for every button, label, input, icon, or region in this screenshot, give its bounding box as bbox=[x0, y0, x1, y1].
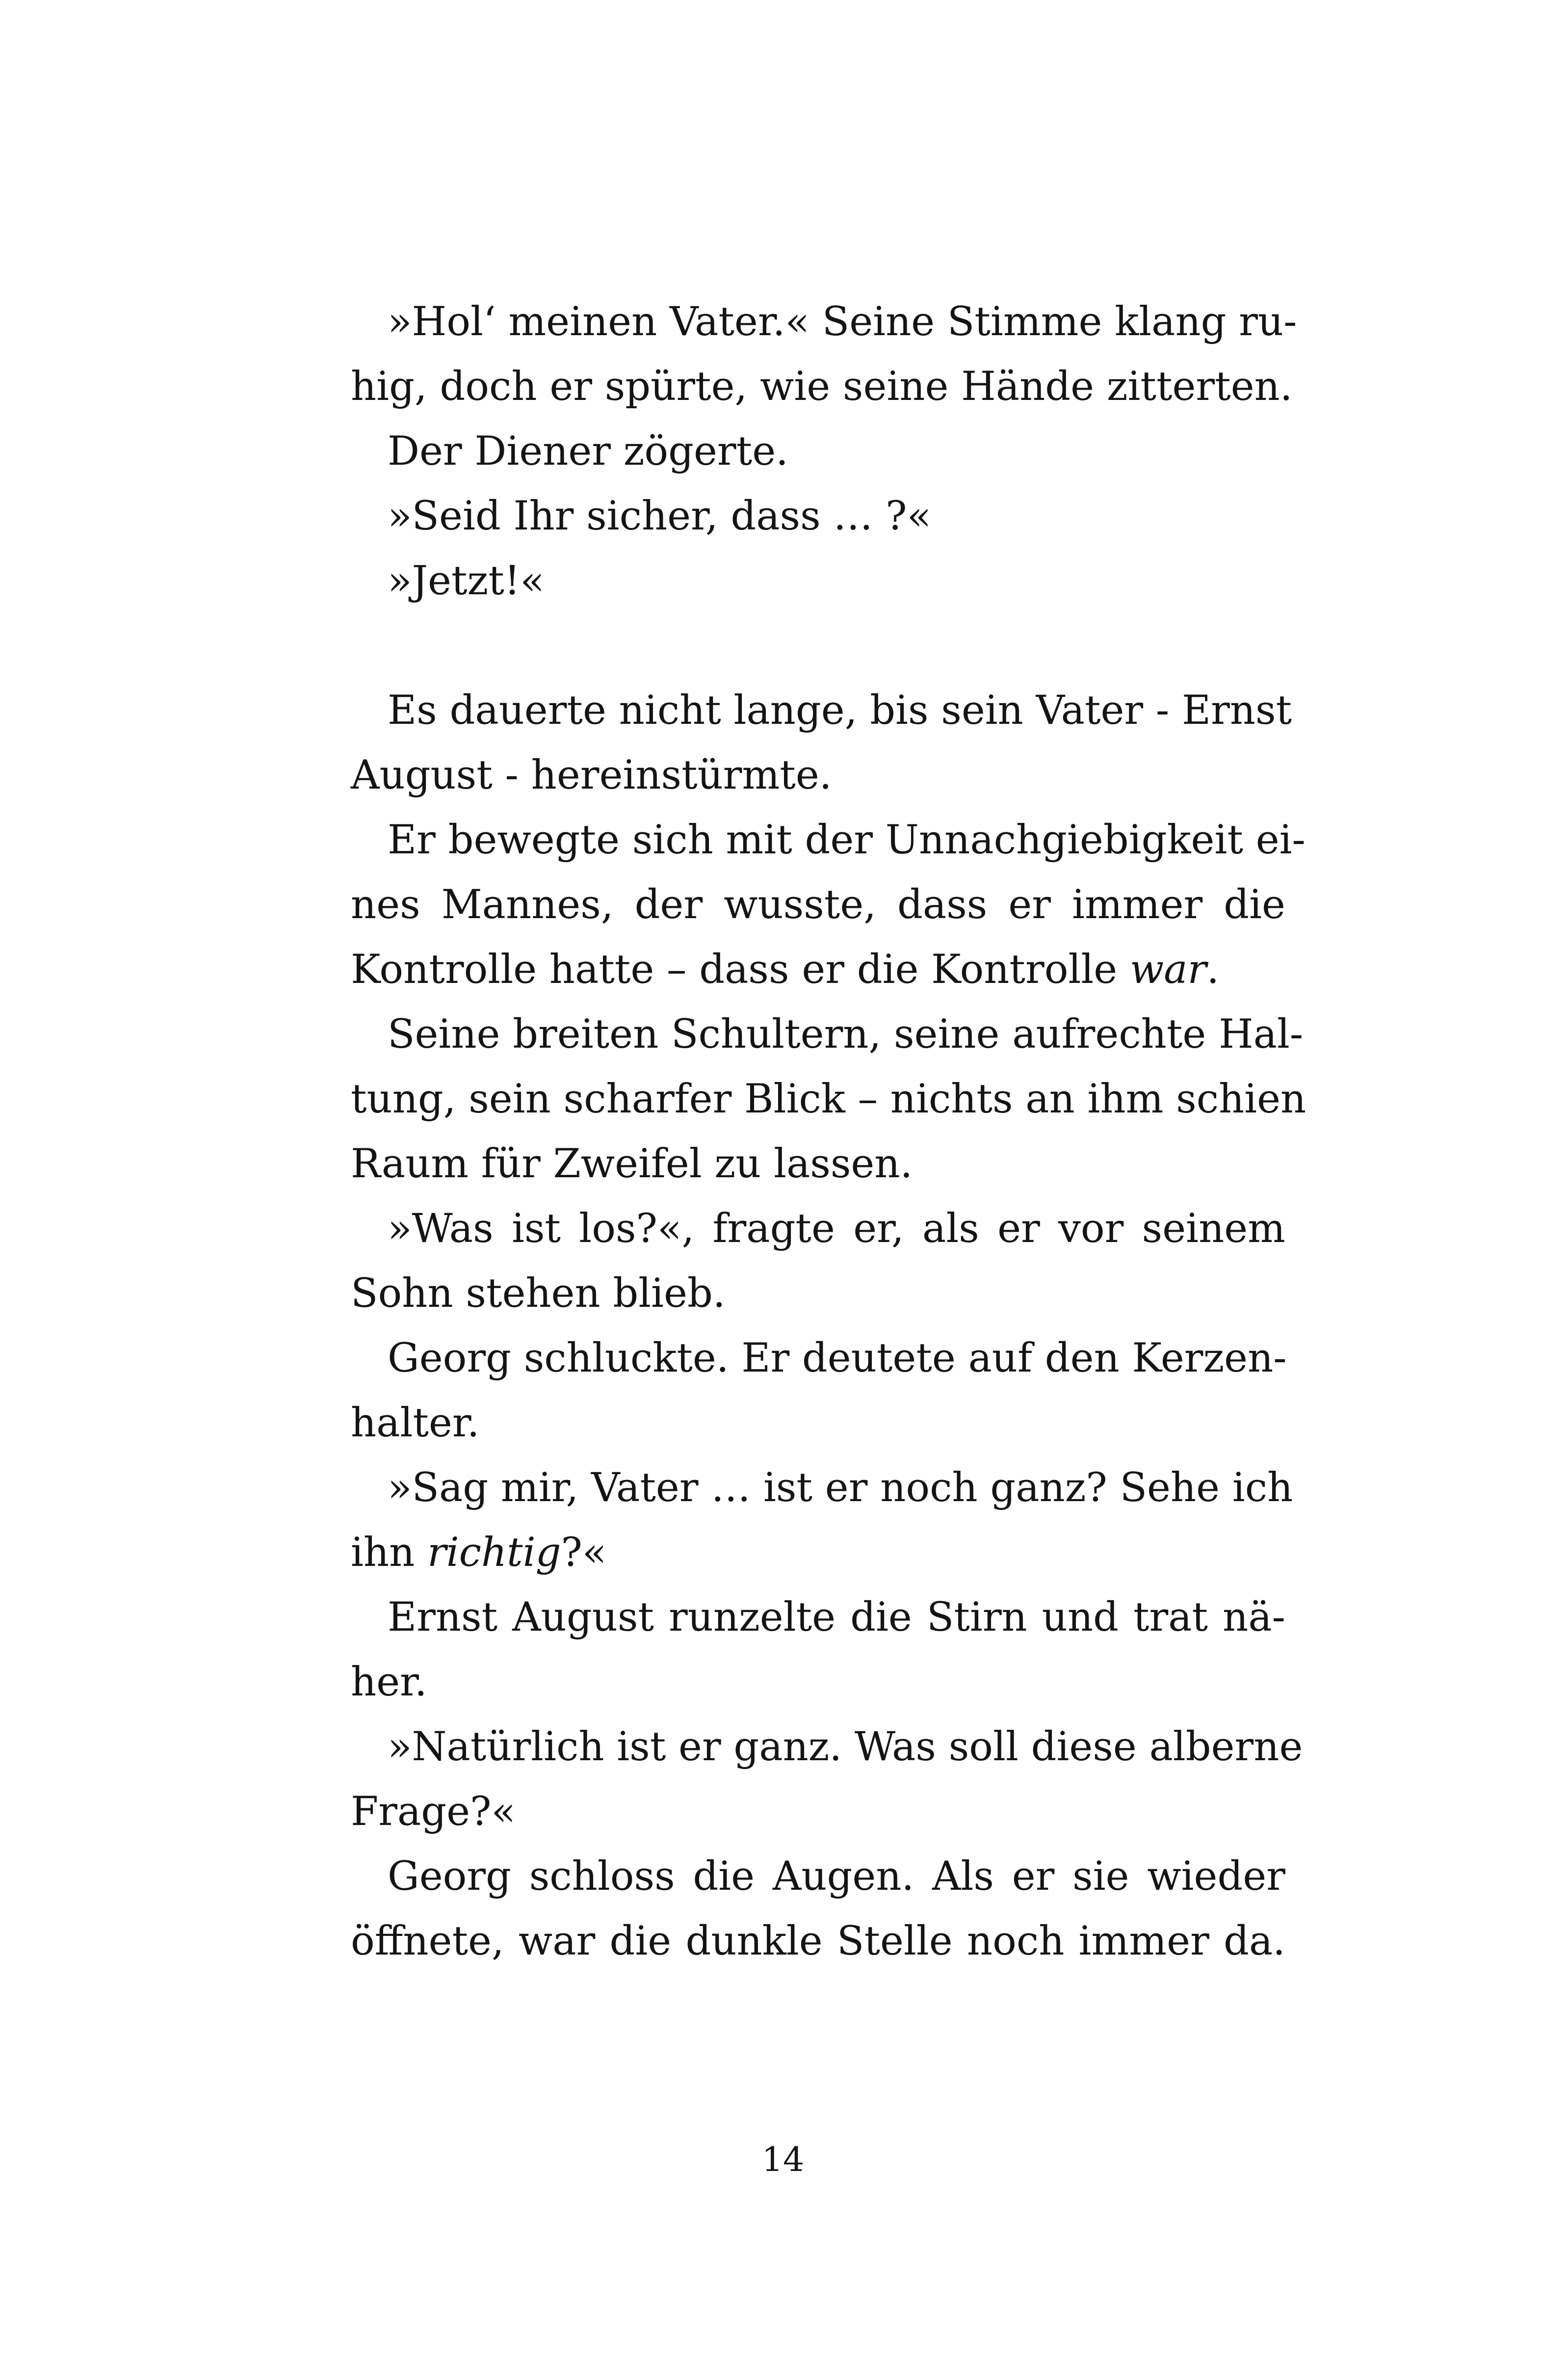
text-segment: Kontrolle hatte – dass er die Kontrolle bbox=[351, 947, 1118, 993]
text-line: Georg schloss die Augen. Als er sie wieder bbox=[388, 1853, 1285, 1900]
text-line: »Seid Ihr sicher, dass … ?« bbox=[388, 493, 932, 539]
text-line: August - hereinstürmte. bbox=[351, 752, 832, 798]
paragraph-break bbox=[351, 613, 1285, 678]
text-segment: ihn bbox=[351, 1530, 415, 1576]
text-line: Ernst August runzelte die Stirn und trat nä- bbox=[388, 1594, 1285, 1640]
text-line: halter. bbox=[351, 1400, 480, 1446]
text-line: Seine breiten Schultern, seine aufrechte Hal- bbox=[388, 1011, 1304, 1058]
text-line: her. bbox=[351, 1659, 427, 1705]
text-line: Sohn stehen blieb. bbox=[351, 1270, 726, 1317]
text-line: »Was ist los?«, fragte er, als er vor seinem bbox=[388, 1206, 1285, 1252]
text-line: Frage?« bbox=[351, 1789, 516, 1835]
text-line: »Jetzt!« bbox=[388, 558, 545, 604]
text-line: nes Mannes, der wusste, dass er immer die bbox=[351, 882, 1285, 928]
text-segment: . bbox=[1206, 947, 1220, 993]
text-line: Georg schluckte. Er deutete auf den Kerzen- bbox=[388, 1335, 1287, 1381]
text-line: Er bewegte sich mit der Unnachgiebigkeit ei- bbox=[388, 817, 1305, 863]
text-line: hig, doch er spürte, wie seine Hände zitterten. bbox=[351, 364, 1293, 410]
text-line: Der Diener zögerte. bbox=[388, 428, 788, 475]
text-line: »Natürlich ist er ganz. Was soll diese alberne bbox=[388, 1724, 1303, 1770]
page-number: 14 bbox=[761, 2141, 805, 2179]
text-line: Raum für Zweifel zu lassen. bbox=[351, 1141, 913, 1187]
italic-text: war bbox=[1129, 947, 1207, 993]
text-line: »Sag mir, Vater … ist er noch ganz? Sehe ich bbox=[388, 1465, 1293, 1511]
body-text bbox=[351, 290, 1306, 1974]
text-line: tung, sein scharfer Blick – nichts an ihm schien bbox=[351, 1076, 1306, 1122]
italic-text: richtig bbox=[427, 1530, 561, 1576]
text-line: »Hol‘ meinen Vater.« Seine Stimme klang ru- bbox=[388, 299, 1297, 345]
text-line: öffnete, war die dunkle Stelle noch immer da. bbox=[351, 1918, 1285, 1964]
text-line bbox=[351, 937, 1285, 1002]
text-line: Es dauerte nicht lange, bis sein Vater - Ernst bbox=[388, 688, 1292, 734]
text-segment: ?« bbox=[561, 1530, 607, 1576]
text-line bbox=[351, 1520, 1285, 1585]
